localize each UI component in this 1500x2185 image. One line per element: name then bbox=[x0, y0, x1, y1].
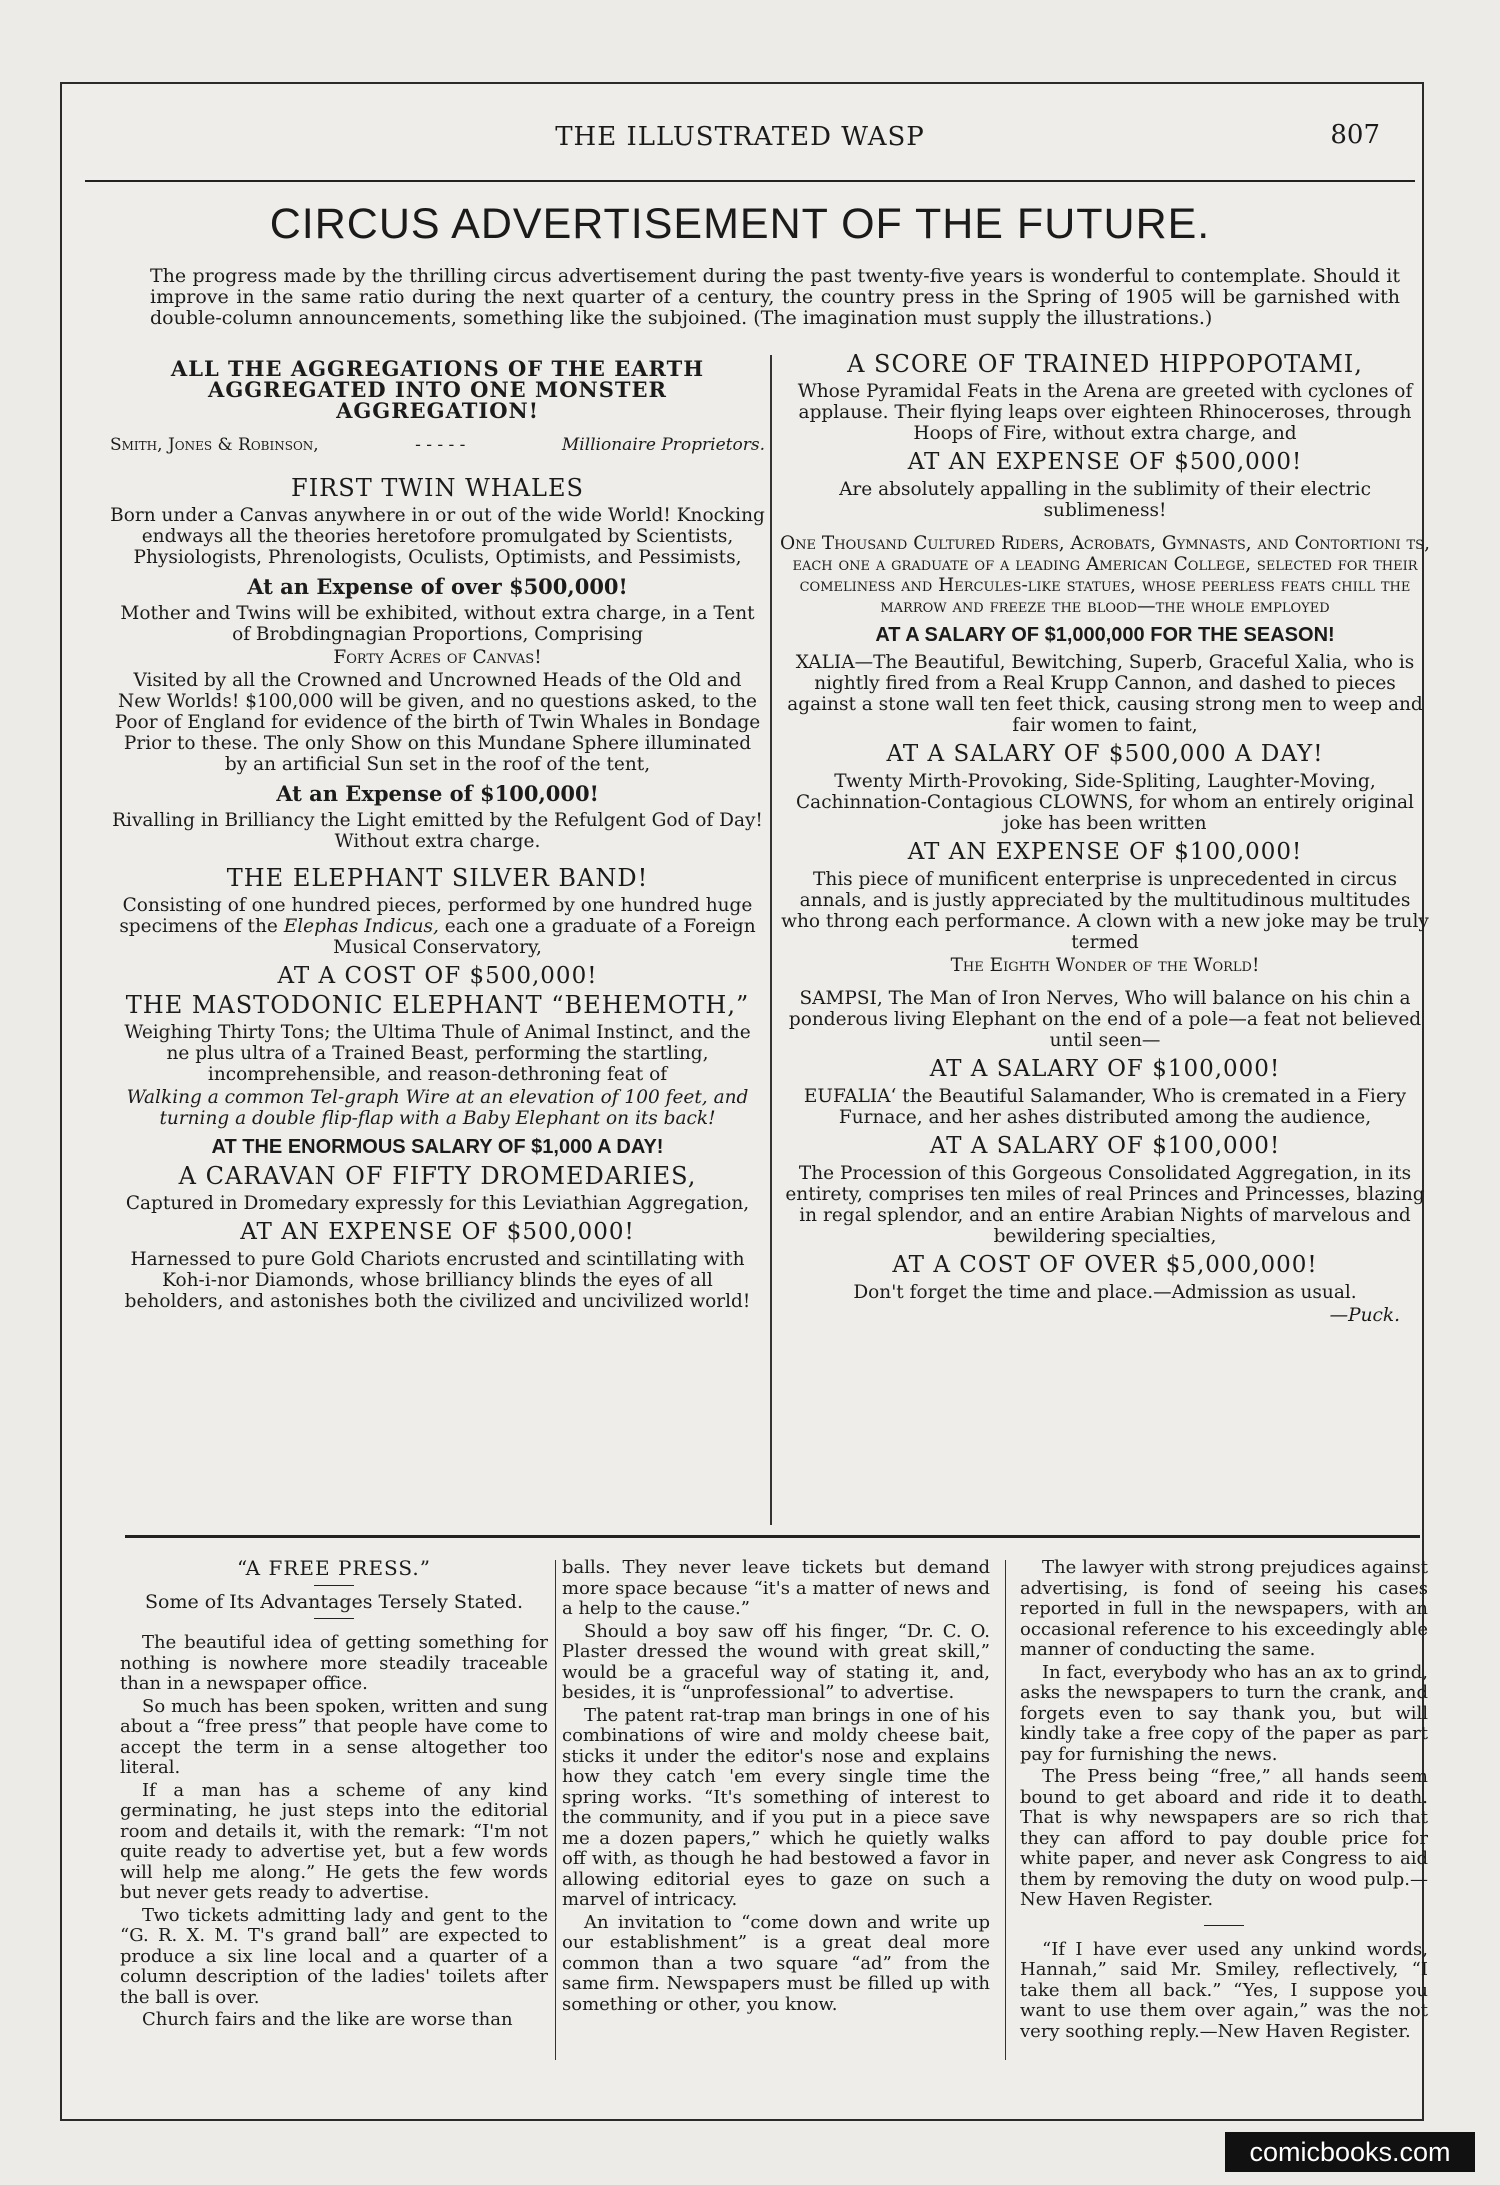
eighth-wonder: The Eighth Wonder of the World! bbox=[950, 955, 1260, 976]
band-cost: AT A COST OF $500,000! bbox=[277, 963, 598, 989]
free-press-title: “A FREE PRESS.” bbox=[237, 1556, 431, 1580]
closing-line: Don't forget the time and place.—Admission as usual. bbox=[853, 1282, 1357, 1303]
clowns-expense: AT AN EXPENSE OF $100,000! bbox=[907, 839, 1303, 865]
puck-credit: —Puck. bbox=[1329, 1305, 1400, 1326]
free-press-column-3 bbox=[1020, 1558, 1428, 2044]
whales-text-3: Visited by all the Crowned and Uncrowned Heads of the Old and New Worlds! $100,000 will be given, and no questions asked, to the Poor of England for evidence of the birth of Twin Whales in Bondage Prior to these. The only Show on this Mundane Sphere illuminated by an artificial Sun set in the roof of the tent, bbox=[114, 670, 761, 775]
riders-text: One Thousand Cultured Riders, Acrobats, Gymnasts, and Contortioni ts, each one a graduate of a leading American College, selected for their comeliness and Hercules-like statues, whose peerless feats chill the marrow and freeze the blood—the whole employed bbox=[780, 533, 1430, 617]
sampsi-salary: AT A SALARY OF $100,000! bbox=[929, 1056, 1281, 1082]
proprietors-names: Smith, Jones & Robinson, bbox=[110, 435, 319, 455]
bottom-divider-2 bbox=[1005, 1560, 1006, 2060]
eufalia-text: EUFALIA‘ the Beautiful Salamander, Who is cremated in a Fiery Furnace, and her ashes distributed among the audience, bbox=[803, 1086, 1407, 1128]
proprietors-role: Millionaire Proprietors. bbox=[561, 435, 765, 455]
col1-para-2: So much has been spoken, written and sung about a “free press” that people have come to accept the term in a sense altogether too literal. bbox=[120, 1695, 548, 1778]
clowns-text-2: This piece of munificent enterprise is unprecedented in circus annals, and is justly appreciated by the multitudinous multitudes who throng each performance. A clown with a new joke may be truly termed bbox=[781, 869, 1429, 953]
smiley-quote: “If I have ever used any unkind words, Hannah,” said Mr. Smiley, reflectively, “I take them all back.” “Yes, I suppose you want to use them over again,” was the not very soothing reply.—New Haven Register. bbox=[1020, 1938, 1428, 2042]
col3-para-2: In fact, everybody who has an ax to grind, asks the newspapers to turn the crank, and forgets even to say thank you, but will kindly take a free copy of the paper as part pay for furnishing the news. bbox=[1020, 1661, 1428, 1765]
behemoth-text: Weighing Thirty Tons; the Ultima Thule of Animal Instinct, and the ne plus ultra of a Trained Beast, performing the startling, incomprehensible, and reason-dethroning feat of bbox=[124, 1022, 751, 1085]
watermark-logo: comicbooks.com bbox=[1225, 2132, 1475, 2172]
banner: ALL THE AGGREGATIONS OF THE EARTH AGGREGATED INTO ONE MONSTER AGGREGATION! bbox=[170, 356, 705, 423]
column-divider bbox=[770, 355, 772, 1525]
behemoth-italic: Walking a common Tel-graph Wire at an elevation of 100 feet, and turning a double flip-flap with a Baby Elephant on its back! bbox=[126, 1087, 749, 1129]
headline: CIRCUS ADVERTISEMENT OF THE FUTURE. bbox=[269, 200, 1211, 248]
caravan-expense: AT AN EXPENSE OF $500,000! bbox=[240, 1219, 635, 1245]
band-text-italic: Elephas Indicus, bbox=[283, 916, 439, 937]
band-title: THE ELEPHANT SILVER BAND! bbox=[226, 864, 649, 892]
section-rule bbox=[125, 1535, 1420, 1538]
whales-acres: Forty Acres of Canvas! bbox=[333, 647, 542, 668]
col3-para-3: The Press being “free,” all hands seem bound to get aboard and ride it to death. That is why newspapers are so rich that they can afford to pay double price for white paper, and never ask Congress to aid them by removing the duty on wood pulp.—New Haven Register. bbox=[1020, 1766, 1428, 1910]
proprietors-line bbox=[110, 435, 765, 456]
col1-para-3: If a man has a scheme of any kind germinating, he just steps into the editorial room and details it, with the remark: “I'm not quite ready to advertise yet, but a few words will help me along.” He gets the few words but never gets ready to advertise. bbox=[120, 1779, 548, 1903]
hippo-text: Whose Pyramidal Feats in the Arena are greeted with cyclones of applause. Their flying leaps over eighteen Rhinoceroses, through Hoops of Fire, without extra charge, and bbox=[797, 381, 1413, 444]
hippo-text-2: Are absolutely appalling in the sublimity of their electric sublimeness! bbox=[839, 479, 1371, 521]
eufalia-salary: AT A SALARY OF $100,000! bbox=[929, 1133, 1281, 1159]
col1-para-4: Two tickets admitting lady and gent to the “G. R. X. M. T's grand ball” are expected to produce a six line local and a quarter of a column description of the ladies' toilets after the ball is over. bbox=[120, 1904, 548, 2008]
whales-text-2: Mother and Twins will be exhibited, without extra charge, in a Tent of Brobdingnagian Proportions, Comprising bbox=[120, 603, 755, 645]
whales-expense: At an Expense of over $500,000! bbox=[247, 574, 628, 599]
caravan-text-2: Harnessed to pure Gold Chariots encrusted and scintillating with Koh-i-nor Diamonds, whose brilliancy blinds the eyes of all beholders, and astonishes both the civilized and uncivilized world! bbox=[124, 1249, 751, 1312]
publication-title: THE ILLUSTRATED WASP bbox=[555, 122, 925, 152]
clowns-text: Twenty Mirth-Provoking, Side-Spliting, Laughter-Moving, Cachinnation-Contagious CLOWNS, for whom an entirely original joke has been written bbox=[796, 771, 1414, 834]
header-rule bbox=[85, 180, 1415, 182]
behemoth-title: THE MASTODONIC ELEPHANT “BEHEMOTH,” bbox=[125, 991, 750, 1019]
page-number: 807 bbox=[1330, 120, 1380, 150]
procession-text: The Procession of this Gorgeous Consolidated Aggregation, in its entirety, comprises ten miles of real Princes and Princesses, blazing in regal splendor, and an entire Arabian Nights of marvelous and bewildering specialties, bbox=[785, 1163, 1425, 1247]
band-text bbox=[110, 895, 765, 958]
hippo-title: A SCORE OF TRAINED HIPPOPOTAMI, bbox=[847, 350, 1363, 378]
band-text-a: Consisting of one hundred pieces, performed by one hundred huge specimens of the bbox=[119, 895, 753, 937]
sampsi-text: SAMPSI, The Man of Iron Nerves, Who will balance on his chin a ponderous living Elephant on the end of a pole—a feat not believed until seen— bbox=[788, 988, 1422, 1051]
whales-text: Born under a Canvas anywhere in or out of the wide World! Knocking endways all the theories heretofore promulgated by Scientists, Physiologists, Phrenologists, Oculists, Optimists, and Pessimists, bbox=[110, 505, 765, 568]
col2-para-1: balls. They never leave tickets but demand more space because “it's a matter of news and a help to the cause.” bbox=[562, 1557, 990, 1619]
sun-expense: At an Expense of $100,000! bbox=[276, 781, 599, 806]
ornament-rule bbox=[1204, 1925, 1244, 1926]
caravan-title: A CARAVAN OF FIFTY DROMEDARIES, bbox=[178, 1162, 697, 1190]
caravan-text: Captured in Dromedary expressly for this Leviathian Aggregation, bbox=[125, 1193, 750, 1214]
page-header bbox=[60, 120, 1420, 158]
circus-left-column bbox=[110, 350, 765, 1314]
free-press-subtitle: Some of Its Advantages Tersely Stated. bbox=[145, 1590, 523, 1613]
col2-para-4: An invitation to “come down and write up our establishment” is a great deal more common than a two square “ad” from the same firm. Newspapers must be filled up with something or other, you know. bbox=[562, 1911, 990, 2015]
band-text-b: each one a graduate of a Foreign Musical Conservatory, bbox=[333, 916, 756, 958]
xalia-text: XALIA—The Beautiful, Bewitching, Superb, Graceful Xalia, who is nightly fired from a Real Krupp Cannon, and dashed to pieces against a stone wall ten feet thick, causing strong men to weep and fair women to faint, bbox=[787, 652, 1423, 736]
riders-salary: AT A SALARY OF $1,000,000 FOR THE SEASON! bbox=[875, 624, 1335, 646]
col1-para-1: The beautiful idea of getting something for nothing is nowhere more steadily traceable than in a newspaper office. bbox=[120, 1632, 548, 1694]
col1-para-5: Church fairs and the like are worse than bbox=[142, 2009, 513, 2030]
title-dash bbox=[314, 1585, 354, 1586]
circus-right-column bbox=[780, 350, 1430, 1328]
bottom-divider-1 bbox=[555, 1560, 556, 2060]
behemoth-salary: AT THE ENORMOUS SALARY OF $1,000 A DAY! bbox=[211, 1136, 664, 1158]
col2-para-3: The patent rat-trap man brings in one of his combinations of wire and moldy cheese bait, sticks it under the editor's nose and explains how they catch 'em every single time the spring works. “It's something of interest to the community, and if you put in a piece save me a dozen papers,” which he quietly walks off with, as though he had bestowed a favor in allowing editorial eyes to gaze on such a marvel of intricacy. bbox=[562, 1704, 990, 1910]
free-press-column-1 bbox=[120, 1558, 548, 2033]
sun-text: Rivalling in Brilliancy the Light emitted by the Refulgent God of Day! Without extra charge. bbox=[112, 810, 763, 852]
free-press-column-2 bbox=[562, 1558, 990, 2017]
intro-paragraph: The progress made by the thrilling circus advertisement during the past twenty-five years is wonderful to contemplate. Should it improve in the same ratio during the next quarter of a century, the country press in the Spring of 1905 will be garnished with double-column announcements, something like the subjoined. (The imagination must supply the illustrations.) bbox=[150, 265, 1400, 329]
subtitle-dash bbox=[314, 1618, 354, 1619]
col2-para-2: Should a boy saw off his finger, “Dr. C. O. Plaster dressed the wound with great skill,” would be a graceful way of stating it, and, besides, it is “unprofessional” to advertise. bbox=[562, 1620, 990, 1703]
procession-cost: AT A COST OF OVER $5,000,000! bbox=[892, 1252, 1318, 1278]
hippo-expense: AT AN EXPENSE OF $500,000! bbox=[907, 449, 1303, 475]
whales-title: FIRST TWIN WHALES bbox=[291, 474, 584, 502]
col3-para-1: The lawyer with strong prejudices against advertising, is fond of seeing his cases reported in full in the newspapers, with an occasional reference to his exceedingly able manner of conducting the same. bbox=[1020, 1557, 1428, 1660]
proprietors-dashes: - - - - - bbox=[415, 435, 466, 455]
xalia-salary: AT A SALARY OF $500,000 A DAY! bbox=[886, 741, 1324, 767]
